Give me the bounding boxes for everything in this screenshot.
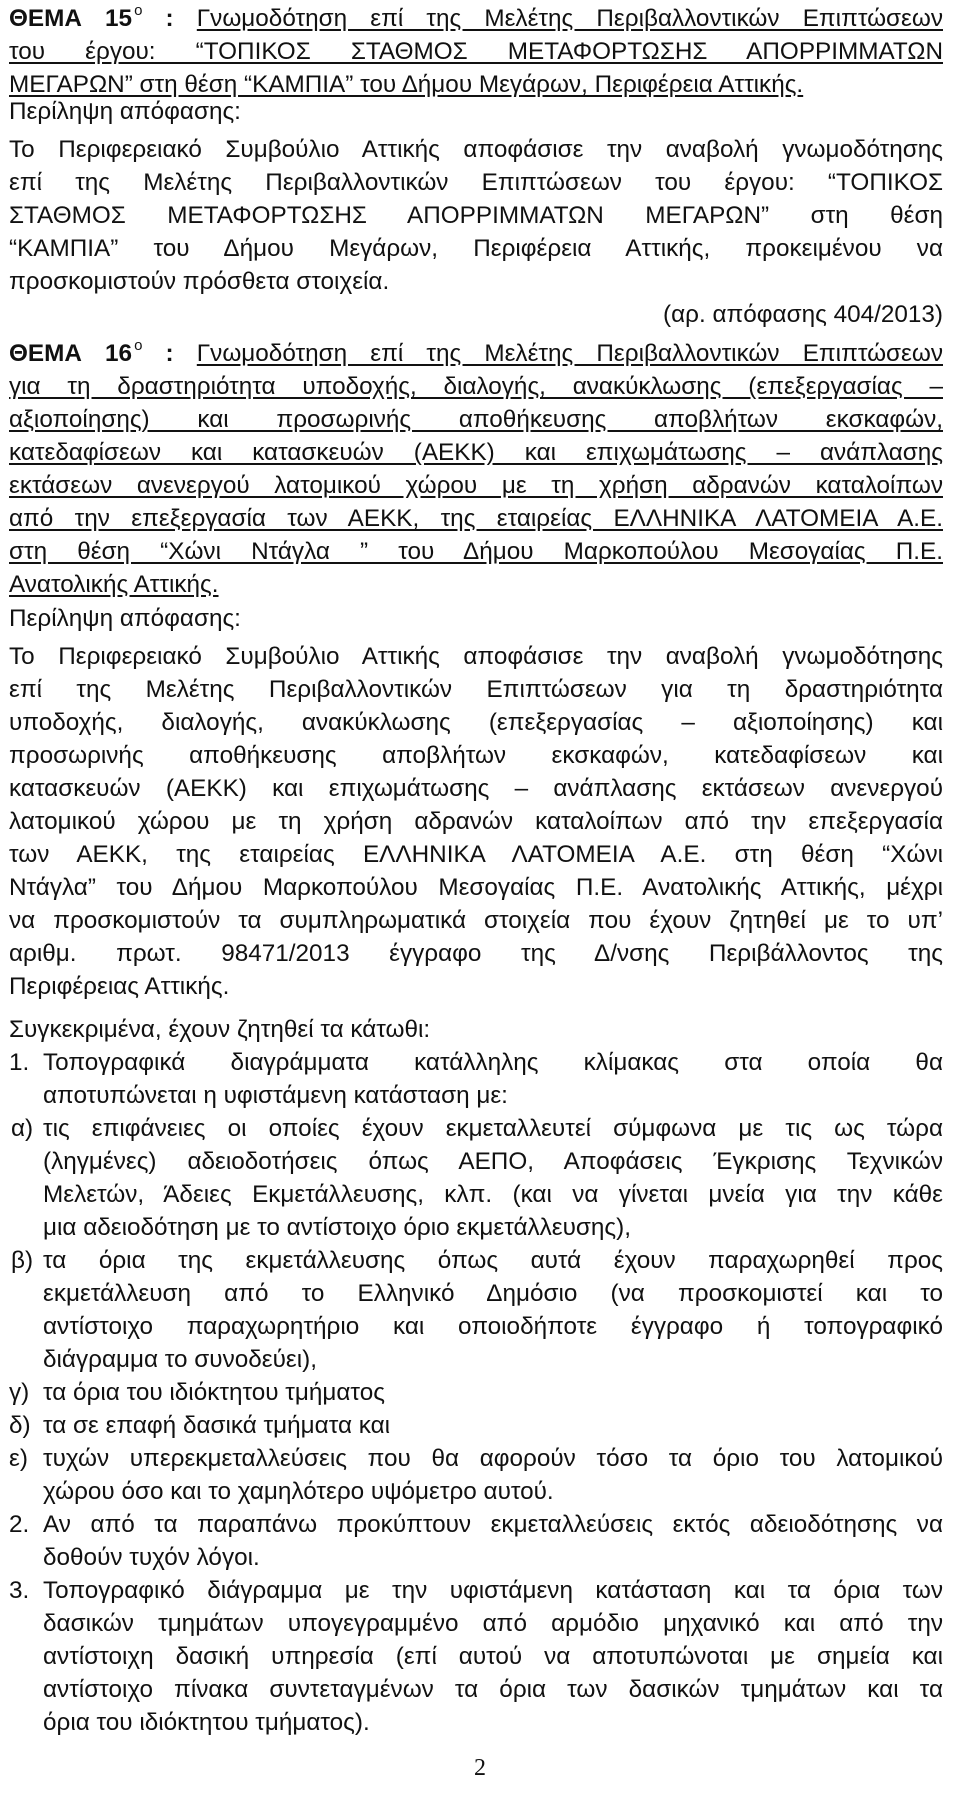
item-2-number: 2. — [9, 1511, 30, 1538]
item-2-line-2: δοθούν τυχόν λόγοι. — [43, 1544, 260, 1571]
item-d-label: δ) — [9, 1412, 31, 1439]
item-a-label: α) — [11, 1115, 34, 1142]
theme16-title-line-3: αξιοποίησης) και προσωρινής αποθήκευσης αποβλήτων εκσκαφών, — [9, 406, 943, 433]
theme16-title-line-5: εκτάσεων ανενεργού λατομικού χώρου με τη χρήση αδρανών καταλοίπων — [9, 472, 943, 499]
theme16-title-line-1: Γνωμοδότηση επί της Μελέτης Περιβαλλοντικών Επιπτώσεων — [196, 340, 943, 367]
item-b-label: β) — [11, 1247, 34, 1274]
theme16-summary-line-6: λατομικού χώρου με τη χρήση αδρανών καταλοίπων από την επεξεργασία — [9, 808, 943, 835]
item-b-line-2: εκμετάλλευση από το Ελληνικό Δημόσιο (να προσκομιστεί και το — [43, 1280, 943, 1307]
theme16-colon: : — [142, 340, 197, 367]
item-a-line-2: (ληγμένες) αδειοδοτήσεις όπως ΑΕΠΟ, Αποφάσεις Έγκρισης Τεχνικών — [43, 1148, 943, 1175]
requested-items-label: Συγκεκριμένα, έχουν ζητηθεί τα κάτωθι: — [9, 1016, 431, 1043]
theme15-colon: : — [142, 5, 197, 32]
theme16-summary-line-2: επί της Μελέτης Περιβαλλοντικών Επιπτώσεων για τη δραστηριότητα — [9, 676, 943, 703]
theme16-title-line-4: κατεδαφίσεων και κατασκευών (ΑΕΚΚ) και επιχωμάτωσης – ανάπλασης — [9, 439, 943, 466]
item-2-line-1: Αν από τα παραπάνω προκύπτουν εκμεταλλεύσεις εκτός αδειοδότησης να — [43, 1511, 943, 1538]
item-3-line-4: αντίστοιχο πίνακα συντεταγμένων τα όρια των δασικών τμημάτων και τα — [43, 1676, 943, 1703]
page-number: 2 — [474, 1755, 486, 1781]
theme16-title-line-8: Ανατολικής Αττικής. — [9, 571, 219, 598]
item-d-text: τα σε επαφή δασικά τμήματα και — [43, 1412, 391, 1439]
theme15-title-line-3: ΜΕΓΑΡΩΝ” στη θέση “ΚΑΜΠΙΑ” του Δήμου Μεγάρων, Περιφέρεια Αττικής. — [9, 71, 804, 98]
item-3-line-1: Τοπογραφικό διάγραμμα με την υφιστάμενη κατάσταση και τα όρια των — [43, 1577, 943, 1604]
item-3-line-2: δασικών τμημάτων υπογεγραμμένο από αρμόδιο μηχανικό και από την — [43, 1610, 943, 1637]
item-a-line-3: Μελετών, Άδειες Εκμετάλλευσης, κλπ. (και να γίνεται μνεία για την κάθε — [43, 1181, 943, 1208]
theme16-title-line-6: από την επεξεργασία των ΑΕΚΚ, της εταιρείας ΕΛΛΗΝΙΚΑ ΛΑΤΟΜΕΙΑ Α.Ε. — [9, 505, 943, 532]
theme16-summary-line-5: κατασκευών (ΑΕΚΚ) και επιχωμάτωσης – ανάπλασης εκτάσεων ανενεργού — [9, 775, 943, 802]
theme16-summary-line-1: Το Περιφερειακό Συμβούλιο Αττικής αποφάσισε την αναβολή γνωμοδότησης — [9, 643, 943, 670]
item-b-line-1: τα όρια της εκμετάλλευσης όπως αυτά έχουν παραχωρηθεί προς — [43, 1247, 943, 1274]
theme16-summary-line-7: των ΑΕΚΚ, της εταιρείας ΕΛΛΗΝΙΚΑ ΛΑΤΟΜΕΙΑ Α.Ε. στη θέση “Χώνι — [9, 841, 943, 868]
theme16-title-line-7: στη θέση “Χώνι Ντάγλα ” του Δήμου Μαρκοπούλου Μεσογαίας Π.Ε. — [9, 538, 943, 565]
theme16-summary-line-8: Ντάγλα” του Δήμου Μαρκοπούλου Μεσογαίας Π.Ε. Ανατολικής Αττικής, μέχρι — [9, 874, 943, 901]
theme16-summary-line-9: να προσκομιστούν τα συμπληρωματικά στοιχεία που έχουν ζητηθεί με το υπ’ — [9, 907, 943, 934]
item-b-line-4: διάγραμμα το συνοδεύει), — [43, 1346, 317, 1373]
theme15-summary-line-1: Το Περιφερειακό Συμβούλιο Αττικής αποφάσισε την αναβολή γνωμοδότησης — [9, 136, 943, 163]
theme15-summary-line-2: επί της Μελέτης Περιβαλλοντικών Επιπτώσεων του έργου: “ΤΟΠΙΚΟΣ — [9, 169, 943, 196]
theme16-label-sup: ο — [134, 337, 143, 354]
theme16-heading-line — [9, 337, 943, 367]
theme15-title-line-1: Γνωμοδότηση επί της Μελέτης Περιβαλλοντικών Επιπτώσεων — [196, 5, 943, 32]
theme16-title-line-2: για τη δραστηριότητα υποδοχής, διαλογής, ανακύκλωσης (επεξεργασίας – — [9, 373, 943, 400]
theme15-summary-line-3: ΣΤΑΘΜΟΣ ΜΕΤΑΦΟΡΤΩΣΗΣ ΑΠΟΡΡΙΜΜΑΤΩΝ ΜΕΓΑΡΩΝ” στη θέση — [9, 202, 943, 229]
item-3-number: 3. — [9, 1577, 30, 1604]
item-e-line-2: χώρου όσο και το χαμηλότερο υψόμετρο αυτού. — [43, 1478, 554, 1505]
theme15-summary-line-5: προσκομιστούν πρόσθετα στοιχεία. — [9, 268, 390, 295]
theme16-summary-line-10: αριθμ. πρωτ. 98471/2013 έγγραφο της Δ/νσης Περιβάλλοντος της — [9, 940, 943, 967]
item-e-line-1: τυχών υπερεκμεταλλεύσεις που θα αφορούν τόσο τα όριο του λατομικού — [43, 1445, 943, 1472]
theme15-decision-ref: (αρ. απόφασης 404/2013) — [663, 301, 943, 328]
theme15-heading-line — [9, 2, 943, 32]
item-a-line-4: μια αδειοδότηση με το αντίστοιχο όριο εκμετάλλευσης), — [43, 1214, 631, 1241]
theme15-label: ΘΕΜΑ 15 — [9, 5, 133, 32]
item-a-line-1: τις επιφάνειες οι οποίες έχουν εκμεταλλευτεί σύμφωνα με τις ως τώρα — [43, 1115, 943, 1142]
theme16-summary-line-4: προσωρινής αποθήκευσης αποβλήτων εκσκαφών, κατεδαφίσεων και — [9, 742, 943, 769]
theme16-summary-label: Περίληψη απόφασης: — [9, 605, 241, 632]
theme16-summary-line-11: Περιφέρειας Αττικής. — [9, 973, 230, 1000]
item-c-text: τα όρια του ιδιόκτητου τμήματος — [43, 1379, 385, 1406]
theme16-summary-line-3: υποδοχής, διαλογής, ανακύκλωσης (επεξεργασίας – αξιοποίησης) και — [9, 709, 943, 736]
item-e-label: ε) — [9, 1445, 28, 1472]
theme15-summary-label: Περίληψη απόφασης: — [9, 98, 241, 125]
item-1-line-2: αποτυπώνεται η υφιστάμενη κατάσταση με: — [43, 1082, 508, 1109]
item-1-line-1: Τοπογραφικά διαγράμματα κατάλληλης κλίμακας στα οποία θα — [43, 1049, 943, 1076]
item-c-label: γ) — [9, 1379, 30, 1406]
theme15-summary-line-4: “ΚΑΜΠΙΑ” του Δήμου Μεγάρων, Περιφέρεια Αττικής, προκειμένου να — [9, 235, 943, 262]
theme16-label: ΘΕΜΑ 16 — [9, 340, 133, 367]
theme15-label-sup: ο — [134, 2, 143, 19]
item-3-line-5: όρια του ιδιόκτητου τμήματος). — [43, 1709, 370, 1736]
item-3-line-3: αντίστοιχη δασική υπηρεσία (επί αυτού να αποτυπώνοται με σημεία και — [43, 1643, 943, 1670]
item-b-line-3: αντίστοιχο παραχωρητήριο και οποιοδήποτε έγγραφο ή τοπογραφικό — [43, 1313, 943, 1340]
item-1-number: 1. — [9, 1049, 30, 1076]
theme15-title-line-2: του έργου: “ΤΟΠΙΚΟΣ ΣΤΑΘΜΟΣ ΜΕΤΑΦΟΡΤΩΣΗΣ ΑΠΟΡΡΙΜΜΑΤΩΝ — [9, 38, 943, 65]
